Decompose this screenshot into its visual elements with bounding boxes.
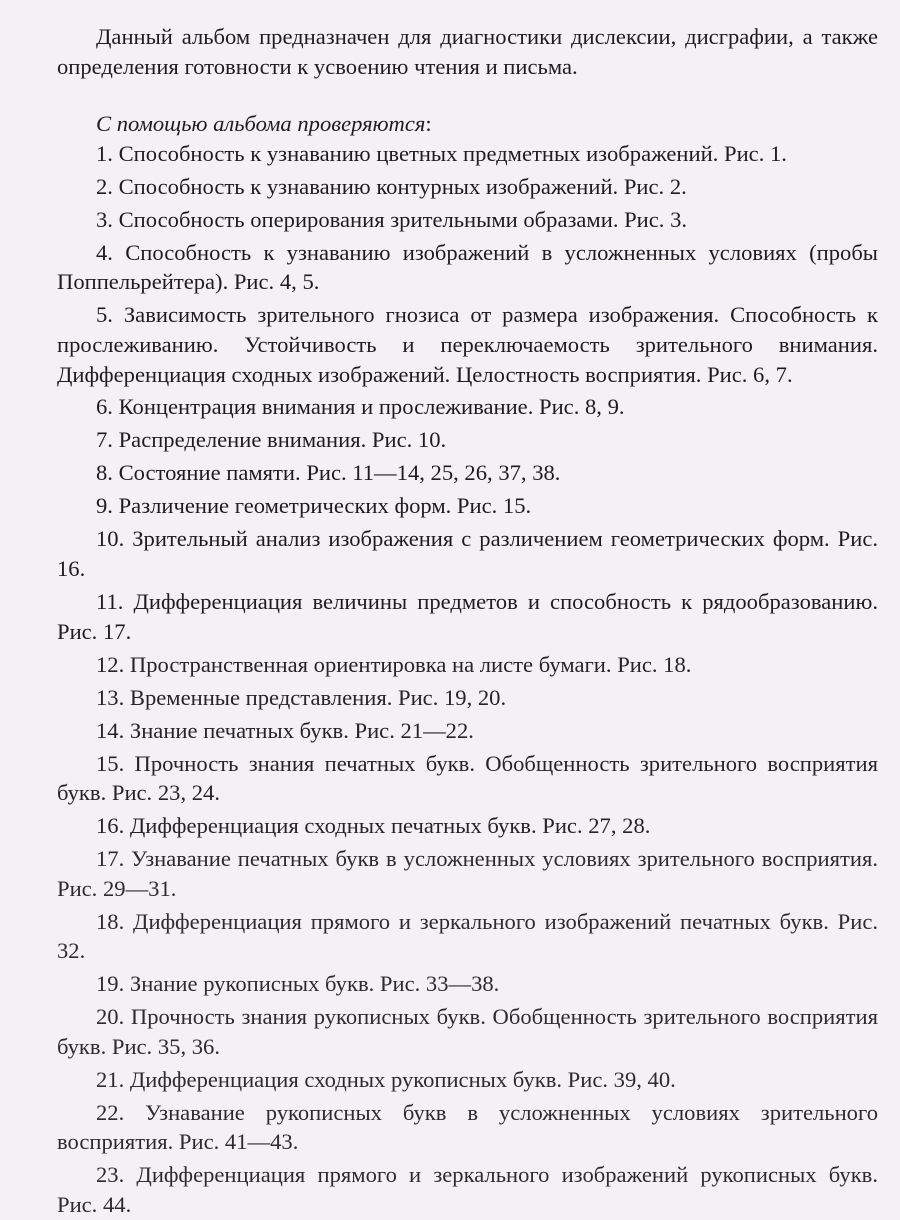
list-item: 20. Прочность знания рукописных букв. Обобщенность зрительного восприятия букв. Рис. 35, 36. bbox=[57, 1004, 878, 1059]
intro-paragraph: Данный альбом предназначен для диагностики дислексии, дисграфии, а также определения готовности к усвоению чтения и письма. bbox=[57, 24, 878, 79]
list-item: 23. Дифференциация прямого и зеркального изображений рукописных букв. Рис. 44. bbox=[57, 1162, 878, 1217]
list-item: 12. Пространственная ориентировка на листе бумаги. Рис. 18. bbox=[96, 651, 692, 677]
document-body bbox=[57, 22, 878, 1220]
list-lead bbox=[57, 109, 878, 139]
list-item: 21. Дифференциация сходных рукописных букв. Рис. 39, 40. bbox=[96, 1066, 676, 1092]
check-list bbox=[57, 139, 878, 1220]
list-item: 14. Знание печатных букв. Рис. 21—22. bbox=[96, 717, 474, 743]
list-item: 10. Зрительный анализ изображения с различением геометрических форм. Рис. 16. bbox=[57, 526, 878, 582]
list-item: 16. Дифференциация сходных печатных букв. Рис. 27, 28. bbox=[96, 813, 651, 839]
list-item: 17. Узнавание печатных букв в усложненных условиях зрительного восприятия. Рис. 29—31. bbox=[57, 846, 878, 901]
list-item: 8. Состояние памяти. Рис. 11—14, 25, 26, 37, 38. bbox=[96, 460, 561, 486]
list-item: 19. Знание рукописных букв. Рис. 33—38. bbox=[96, 971, 500, 997]
list-lead-italic: С помощью альбома проверяются bbox=[96, 111, 426, 137]
list-item: 2. Способность к узнаванию контурных изображений. Рис. 2. bbox=[96, 173, 687, 199]
list-item: 1. Способность к узнаванию цветных предметных изображений. Рис. 1. bbox=[96, 140, 787, 166]
list-item: 22. Узнавание рукописных букв в усложненных условиях зрительного восприятия. Рис. 41—43. bbox=[57, 1099, 878, 1155]
list-item: 15. Прочность знания печатных букв. Обобщенность зрительного восприятия букв. Рис. 23, 24. bbox=[57, 750, 878, 806]
list-lead-colon: : bbox=[425, 111, 432, 137]
list-item: 4. Способность к узнаванию изображений в усложненных условиях (пробы Поппельрейтера). Рис. 4, 5. bbox=[57, 239, 878, 295]
list-item: 7. Распределение внимания. Рис. 10. bbox=[96, 427, 447, 453]
list-item: 18. Дифференциация прямого и зеркального изображений печатных букв. Рис. 32. bbox=[57, 908, 878, 964]
list-item: 11. Дифференциация величины предметов и способность к рядообразованию. Рис. 17. bbox=[57, 589, 878, 644]
list-item: 9. Различение геометрических форм. Рис. 15. bbox=[96, 493, 532, 519]
list-item: 13. Временные представления. Рис. 19, 20. bbox=[96, 684, 507, 710]
list-item: 5. Зависимость зрительного гнозиса от размера изображения. Способность к прослеживанию. Устойчивость и переключаемость зрительного внимания. Дифференциация сходных изображений. Целостность восприятия. Рис. 6, 7. bbox=[57, 302, 878, 387]
list-item: 3. Способность оперирования зрительными образами. Рис. 3. bbox=[96, 206, 688, 232]
list-item: 6. Концентрация внимания и прослеживание. Рис. 8, 9. bbox=[96, 394, 625, 420]
